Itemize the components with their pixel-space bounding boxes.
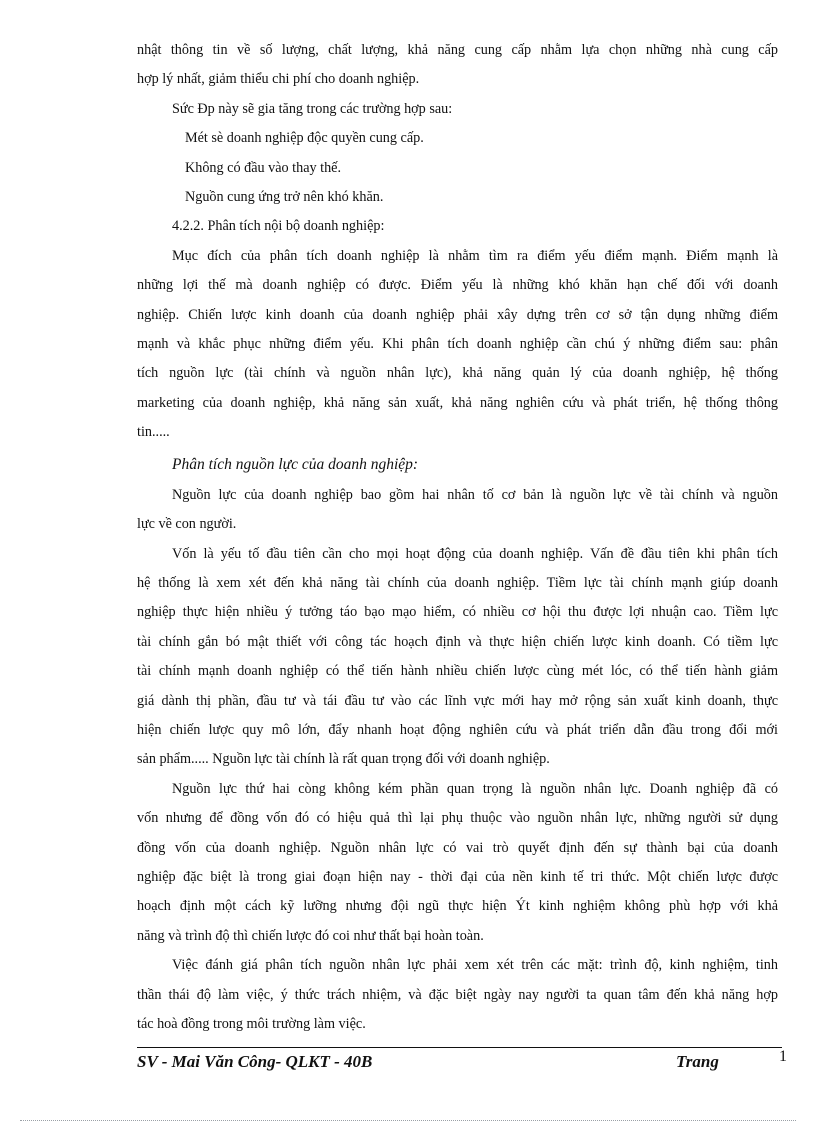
body-line: Nguồn lực thứ hai còng không kém phần quan trọng là nguồn nhân lực. Doanh nghiệp đã có — [172, 780, 778, 797]
body-line: Vốn là yếu tố đầu tiên cần cho mọi hoạt động của doanh nghiệp. Vấn đề đầu tiên khi phân tích — [172, 545, 778, 562]
section-heading: 4.2.2. Phân tích nội bộ doanh nghiệp: — [172, 218, 385, 235]
list-item: Nguồn cung ứng trở nên khó khăn. — [185, 189, 384, 206]
body-line: hợp lý nhất, giảm thiểu chi phí cho doanh nghiệp. — [137, 71, 420, 88]
footer-divider — [137, 1047, 782, 1048]
page-number: 1 — [779, 1048, 787, 1065]
body-line: tài chính mạnh doanh nghiệp có thể tiến hành nhiều chiến lược cùng mét lóc, có thể tiến hành giảm — [137, 663, 778, 680]
body-line: sản phẩm..... Nguồn lực tài chính là rất quan trọng đối với doanh nghiệp. — [137, 751, 550, 768]
body-line: nghiệp. Chiến lược kinh doanh của doanh nghiệp phải xây dựng trên cơ sở tận dụng những điểm — [137, 306, 778, 323]
body-line: vốn nhưng để đồng vốn đó có hiệu quả thì lại phụ thuộc vào nguồn nhân lực, những người sử dụng — [137, 810, 778, 827]
body-line: nghiệp thực hiện nhiều ý tưởng táo bạo mạo hiểm, có nhiều cơ hội thu được lợi nhuận cao. Tiềm lực — [137, 604, 778, 621]
body-line: Nguồn lực của doanh nghiệp bao gồm hai nhân tố cơ bản là nguồn lực về tài chính và nguồn — [172, 486, 778, 503]
page-body — [137, 36, 778, 1039]
body-line: Sức Đp này sẽ gia tăng trong các trường hợp sau: — [172, 100, 453, 117]
list-item: Không có đầu vào thay thế. — [185, 159, 342, 176]
footer-page-label: Trang — [676, 1052, 719, 1071]
body-line: Việc đánh giá phân tích nguồn nhân lực phải xem xét trên các mặt: trình độ, kinh nghiệm, tinh — [172, 957, 778, 974]
body-line: đồng vốn của doanh nghiệp. Nguồn nhân lực có vai trò quyết định đến sự thành bại của doanh — [137, 839, 778, 856]
list-item: Mét sè doanh nghiệp độc quyền cung cấp. — [185, 130, 424, 147]
page-break-divider — [20, 1120, 796, 1121]
italic-subheading: Phân tích nguồn lực của doanh nghiệp: — [172, 455, 419, 473]
body-line: hoạch định một cách kỹ lưỡng nhưng đội ngũ thực hiện Ýt kinh nghiệm không phù hợp với khả — [137, 898, 778, 915]
body-line: lực về con người. — [137, 516, 237, 533]
body-line: hiện chiến lược quy mô lớn, đẩy nhanh hoạt động nghiên cứu và phát triển dẫn đầu trong đổi mới — [137, 721, 778, 738]
body-line: Mục đích của phân tích doanh nghiệp là nhằm tìm ra điểm yếu điểm mạnh. Điểm mạnh là — [172, 247, 778, 264]
body-line: hệ thống là xem xét đến khả năng tài chính của doanh nghiệp. Tiềm lực tài chính mạnh giúp doanh — [137, 574, 778, 591]
body-line: những lợi thế mà doanh nghiệp có được. Điểm yếu là những khó khăn hạn chế đối với doanh — [137, 277, 778, 294]
body-line: mạnh và khắc phục những điểm yếu. Khi phân tích doanh nghiệp cần chú ý những điểm sau: phân — [137, 336, 778, 353]
body-line: nhật thông tin về số lượng, chất lượng, khả năng cung cấp nhằm lựa chọn những nhà cung cấp — [137, 42, 778, 58]
body-line: thần thái độ làm việc, ý thức trách nhiệm, và đặc biệt ngày nay người ta quan tâm đến khả năng hợp — [137, 986, 778, 1003]
body-line: tác hoà đồng trong môi trường làm việc. — [137, 1016, 366, 1032]
body-line: marketing của doanh nghiệp, khả năng sản xuất, khả năng nghiên cứu và phát triển, hệ thống thông — [137, 394, 778, 411]
body-line: giá dành thị phần, đầu tư và tái đầu tư vào các lĩnh vực mới hay mở rộng sản xuất kinh doanh, thực — [137, 692, 778, 709]
body-line: tin..... — [137, 424, 170, 441]
footer-author: SV - Mai Văn Công- QLKT - 40B — [137, 1052, 373, 1071]
body-line: tích nguồn lực (tài chính và nguồn nhân lực), khả năng quản lý của doanh nghiệp, hệ thống — [137, 365, 778, 382]
body-line: tài chính gắn bó mật thiết với công tác hoạch định và thực hiện chiến lược kinh doanh. Có tiềm lực — [137, 633, 778, 650]
body-line: năng và trình độ thì chiến lược đó coi như thất bại hoàn toàn. — [137, 927, 484, 944]
body-line: nghiệp đặc biệt là trong giai đoạn hiện nay - thời đại của nền kinh tế tri thức. Một chiến lược được — [137, 868, 778, 885]
